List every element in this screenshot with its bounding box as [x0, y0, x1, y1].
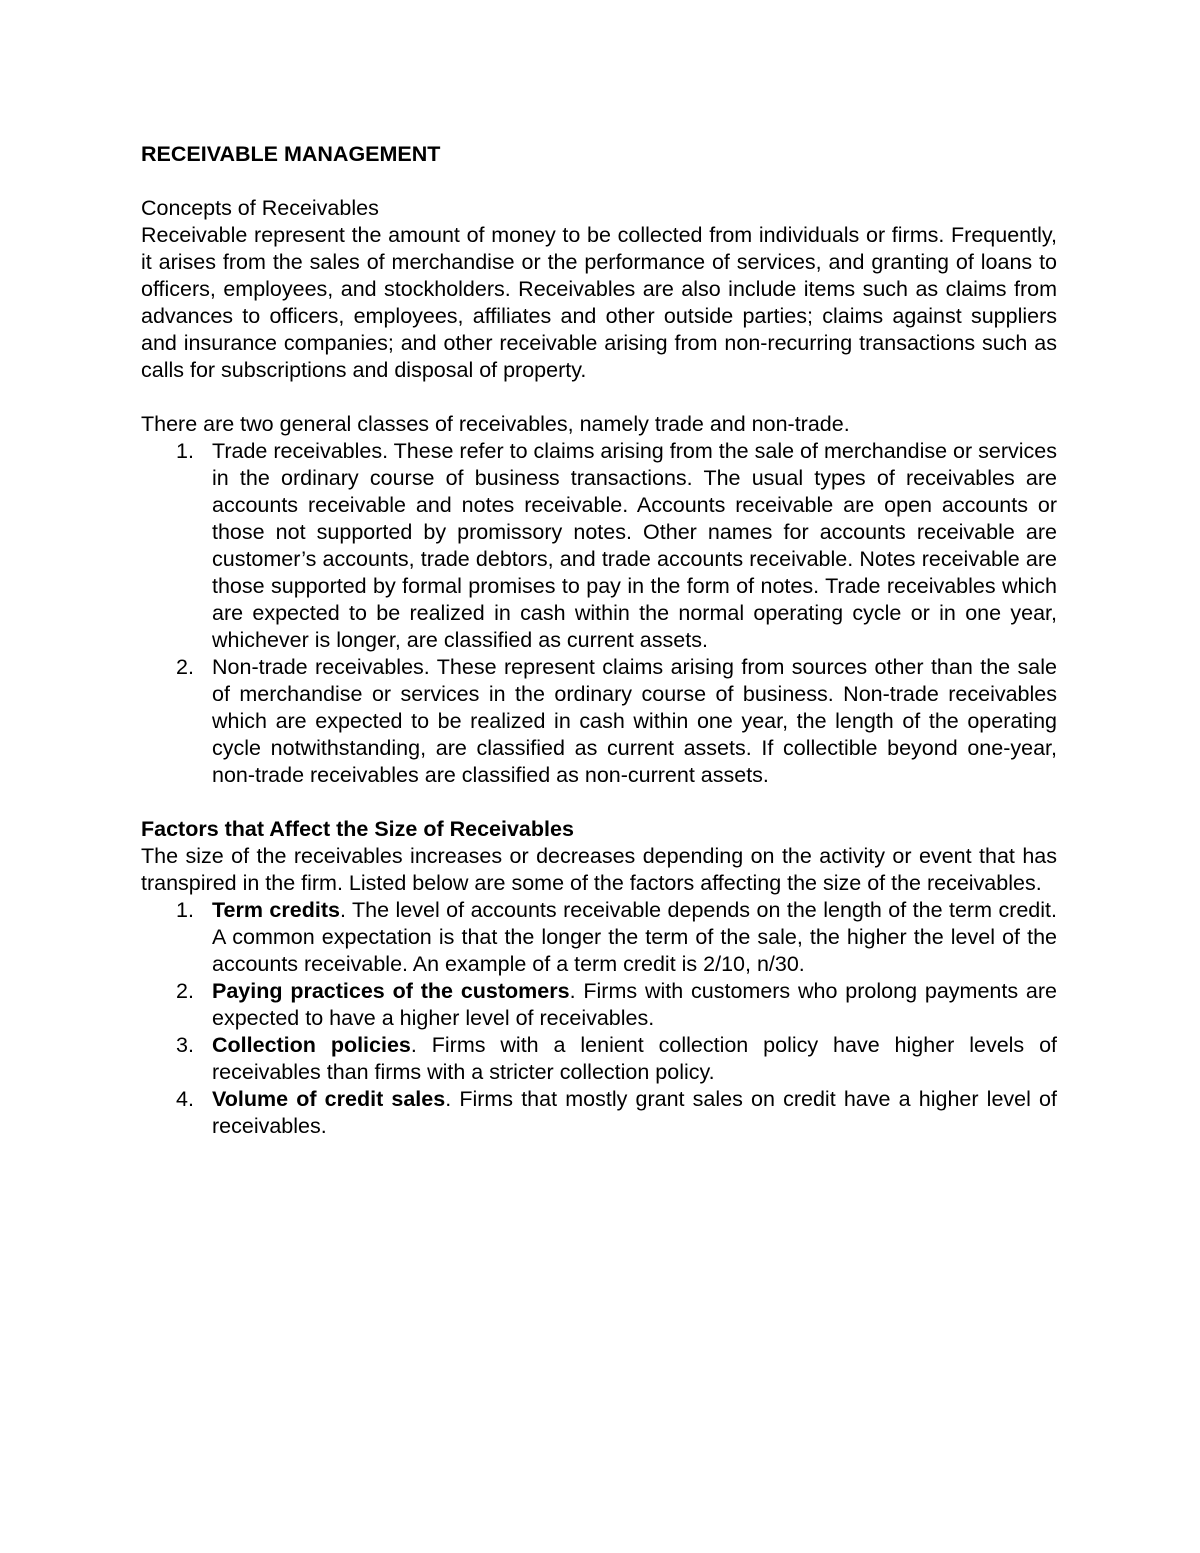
- list-item-number: 2.: [176, 655, 194, 679]
- list-item-number: 1.: [176, 439, 194, 463]
- list-item-text: . The level of accounts receivable depends on the length of the term credit. A common expectation is that the longer the term of the sale, the higher the level of the accounts receivable. An example of a term credit is 2/10, n/30.: [212, 898, 1057, 976]
- list-item-number: 4.: [176, 1087, 194, 1111]
- list-item-text: . Firms with a lenient collection policy have higher levels of receivables than firms with a stricter collection policy.: [212, 1033, 1058, 1084]
- list-item-text: Non-trade receivables. These represent claims arising from sources other than the sale of merchandise or services in the ordinary course of business. Non-trade receivables which are expected to be realized in cash within one year, the length of the operating cycle notwithstanding, are classified as current assets. If collectible beyond one-year, non-trade receivables are classified as non-current assets.: [212, 655, 1057, 787]
- list-item-term: Paying practices of the customers: [212, 979, 570, 1003]
- classes-intro: There are two general classes of receivables, namely trade and non-trade.: [141, 412, 850, 436]
- list-item: [141, 1086, 1057, 1140]
- factors-intro: The size of the receivables increases or decreases depending on the activity or event that has transpired in the firm. Listed below are some of the factors affecting the size of the receivables.: [141, 844, 1057, 895]
- concepts-heading: Concepts of Receivables: [141, 196, 379, 220]
- factors-heading: Factors that Affect the Size of Receivables: [141, 817, 574, 841]
- list-item-number: 3.: [176, 1033, 194, 1057]
- document-title: RECEIVABLE MANAGEMENT: [141, 142, 441, 166]
- list-item-number: 2.: [176, 979, 194, 1003]
- list-item: [141, 1032, 1057, 1086]
- factors-list: [141, 897, 1057, 1140]
- document-page: [141, 141, 1057, 1140]
- list-item: [141, 978, 1057, 1032]
- list-item: [141, 438, 1057, 654]
- spacer: [141, 789, 1057, 816]
- list-item-term: Volume of credit sales: [212, 1087, 446, 1111]
- list-item: [141, 897, 1057, 978]
- spacer: [141, 384, 1057, 411]
- list-item-text: . Firms with customers who prolong payments are expected to have a higher level of receivables.: [212, 979, 1057, 1030]
- classes-list: [141, 438, 1057, 789]
- list-item-text: . Firms that mostly grant sales on credit have a higher level of receivables.: [212, 1087, 1057, 1138]
- list-item-number: 1.: [176, 898, 194, 922]
- list-item-term: Collection policies: [212, 1033, 411, 1057]
- spacer: [141, 168, 1057, 195]
- list-item-text: Trade receivables. These refer to claims arising from the sale of merchandise or services in the ordinary course of business transactions. The usual types of receivables are accounts receivable and notes receivable. Accounts receivable are open accounts or those not supported by promissory notes. Other names for accounts receivable are customer’s accounts, trade debtors, and trade accounts receivable. Notes receivable are those supported by formal promises to pay in the form of notes. Trade receivables which are expected to be realized in cash within the normal operating cycle or in one year, whichever is longer, are classified as current assets.: [212, 439, 1057, 652]
- concepts-paragraph: Receivable represent the amount of money to be collected from individuals or firms. Frequently, it arises from the sales of merchandise or the performance of services, and granting of loans to officers, employees, and stockholders. Receivables are also include items such as claims from advances to officers, employees, affiliates and other outside parties; claims against suppliers and insurance companies; and other receivable arising from non-recurring transactions such as calls for subscriptions and disposal of property.: [141, 223, 1057, 382]
- list-item-term: Term credits: [212, 898, 340, 922]
- list-item: [141, 654, 1057, 789]
